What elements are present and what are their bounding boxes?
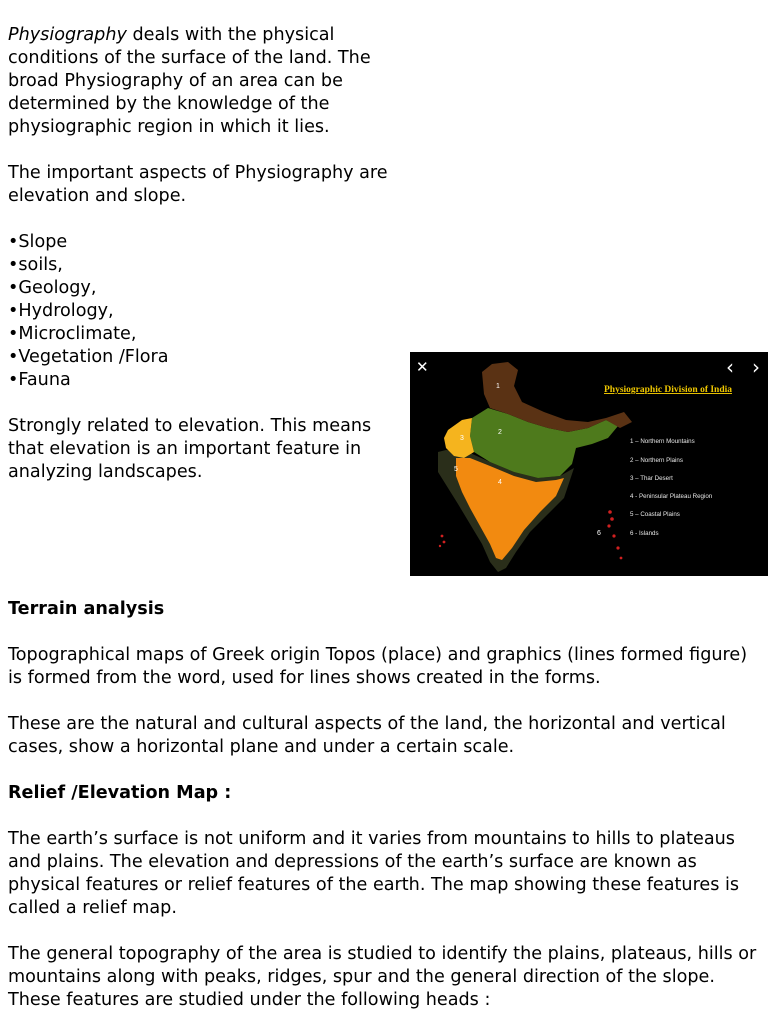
region-number-1: 1 [496,383,500,390]
terrain-section [8,598,763,1012]
list-item: • Hydrology, [8,300,408,323]
island-dot [608,510,612,514]
list-item: • Vegetation /Flora [8,346,408,369]
relief-paragraph-2: The general topography of the area is studied to identify the plains, plateaus, hills or mountains along with peaks, ridges, spur and the general direction of the slope. These features are studied under the following heads : [8,944,757,1010]
list-item: • Fauna [8,369,408,392]
relief-paragraph-1: The earth’s surface is not uniform and it varies from mountains to hills to plateaus and plains. The elevation and depressions of the earth’s surface are known as physical features or relief features of the earth. The map showing these features is called a relief map. [8,829,740,918]
island-dot [439,545,441,547]
legend-entry: 2 – Northern Plains [630,457,683,464]
island-dot [616,546,619,549]
intro-paragraph [8,24,408,139]
legend-entry: 3 – Thar Desert [630,475,673,482]
india-physiographic-map [410,352,768,576]
island-dot [443,541,446,544]
legend-entry: 4 - Peninsular Plateau Region [630,493,713,500]
region-number-2: 2 [498,429,502,436]
region-number-6: 6 [597,530,601,537]
close-icon[interactable]: ✕ [416,358,429,376]
india-map-figure [410,352,768,576]
legend-entry: 6 - Islands [630,530,659,537]
legend-entry: 5 – Coastal Plains [630,511,680,518]
elevation-note: Strongly related to elevation. This means that elevation is an important feature in analyzing landscapes. [8,416,372,482]
list-item: • Microclimate, [8,323,408,346]
aspects-paragraph: The important aspects of Physiography are elevation and slope. [8,163,388,206]
terrain-paragraph-1: Topographical maps of Greek origin Topos (place) and graphics (lines formed figure) is formed from the word, used for lines shows created in the forms. [8,645,748,688]
island-dot [620,557,623,560]
region-number-4: 4 [498,479,502,486]
island-dot [610,517,614,521]
island-dot [612,534,615,537]
physiography-term: Physiography [8,25,127,45]
figure-title: Physiographic Division of India [604,385,733,395]
region-number-3: 3 [460,435,464,442]
list-item: • soils, [8,254,408,277]
chevron-left-icon[interactable]: ‹ [726,355,734,379]
physiography-definition: deals with the physical conditions of the surface of the land. The broad Physiography of an area can be determined by the knowledge of the physiographic region in which it lies. [8,25,371,137]
terrain-paragraph-2: These are the natural and cultural aspects of the land, the horizontal and vertical cases, show a horizontal plane and under a certain scale. [8,714,726,757]
list-item: • Slope [8,231,408,254]
region-number-5: 5 [454,466,458,473]
list-item: • Geology, [8,277,408,300]
island-dot [607,524,610,527]
chevron-right-icon[interactable]: › [752,355,760,379]
legend-entry: 1 – Northern Mountains [630,438,695,445]
intro-section [8,24,408,484]
terrain-heading: Terrain analysis [8,599,165,619]
aspects-list [8,231,408,392]
island-dot [441,535,444,538]
relief-heading: Relief /Elevation Map : [8,783,232,803]
